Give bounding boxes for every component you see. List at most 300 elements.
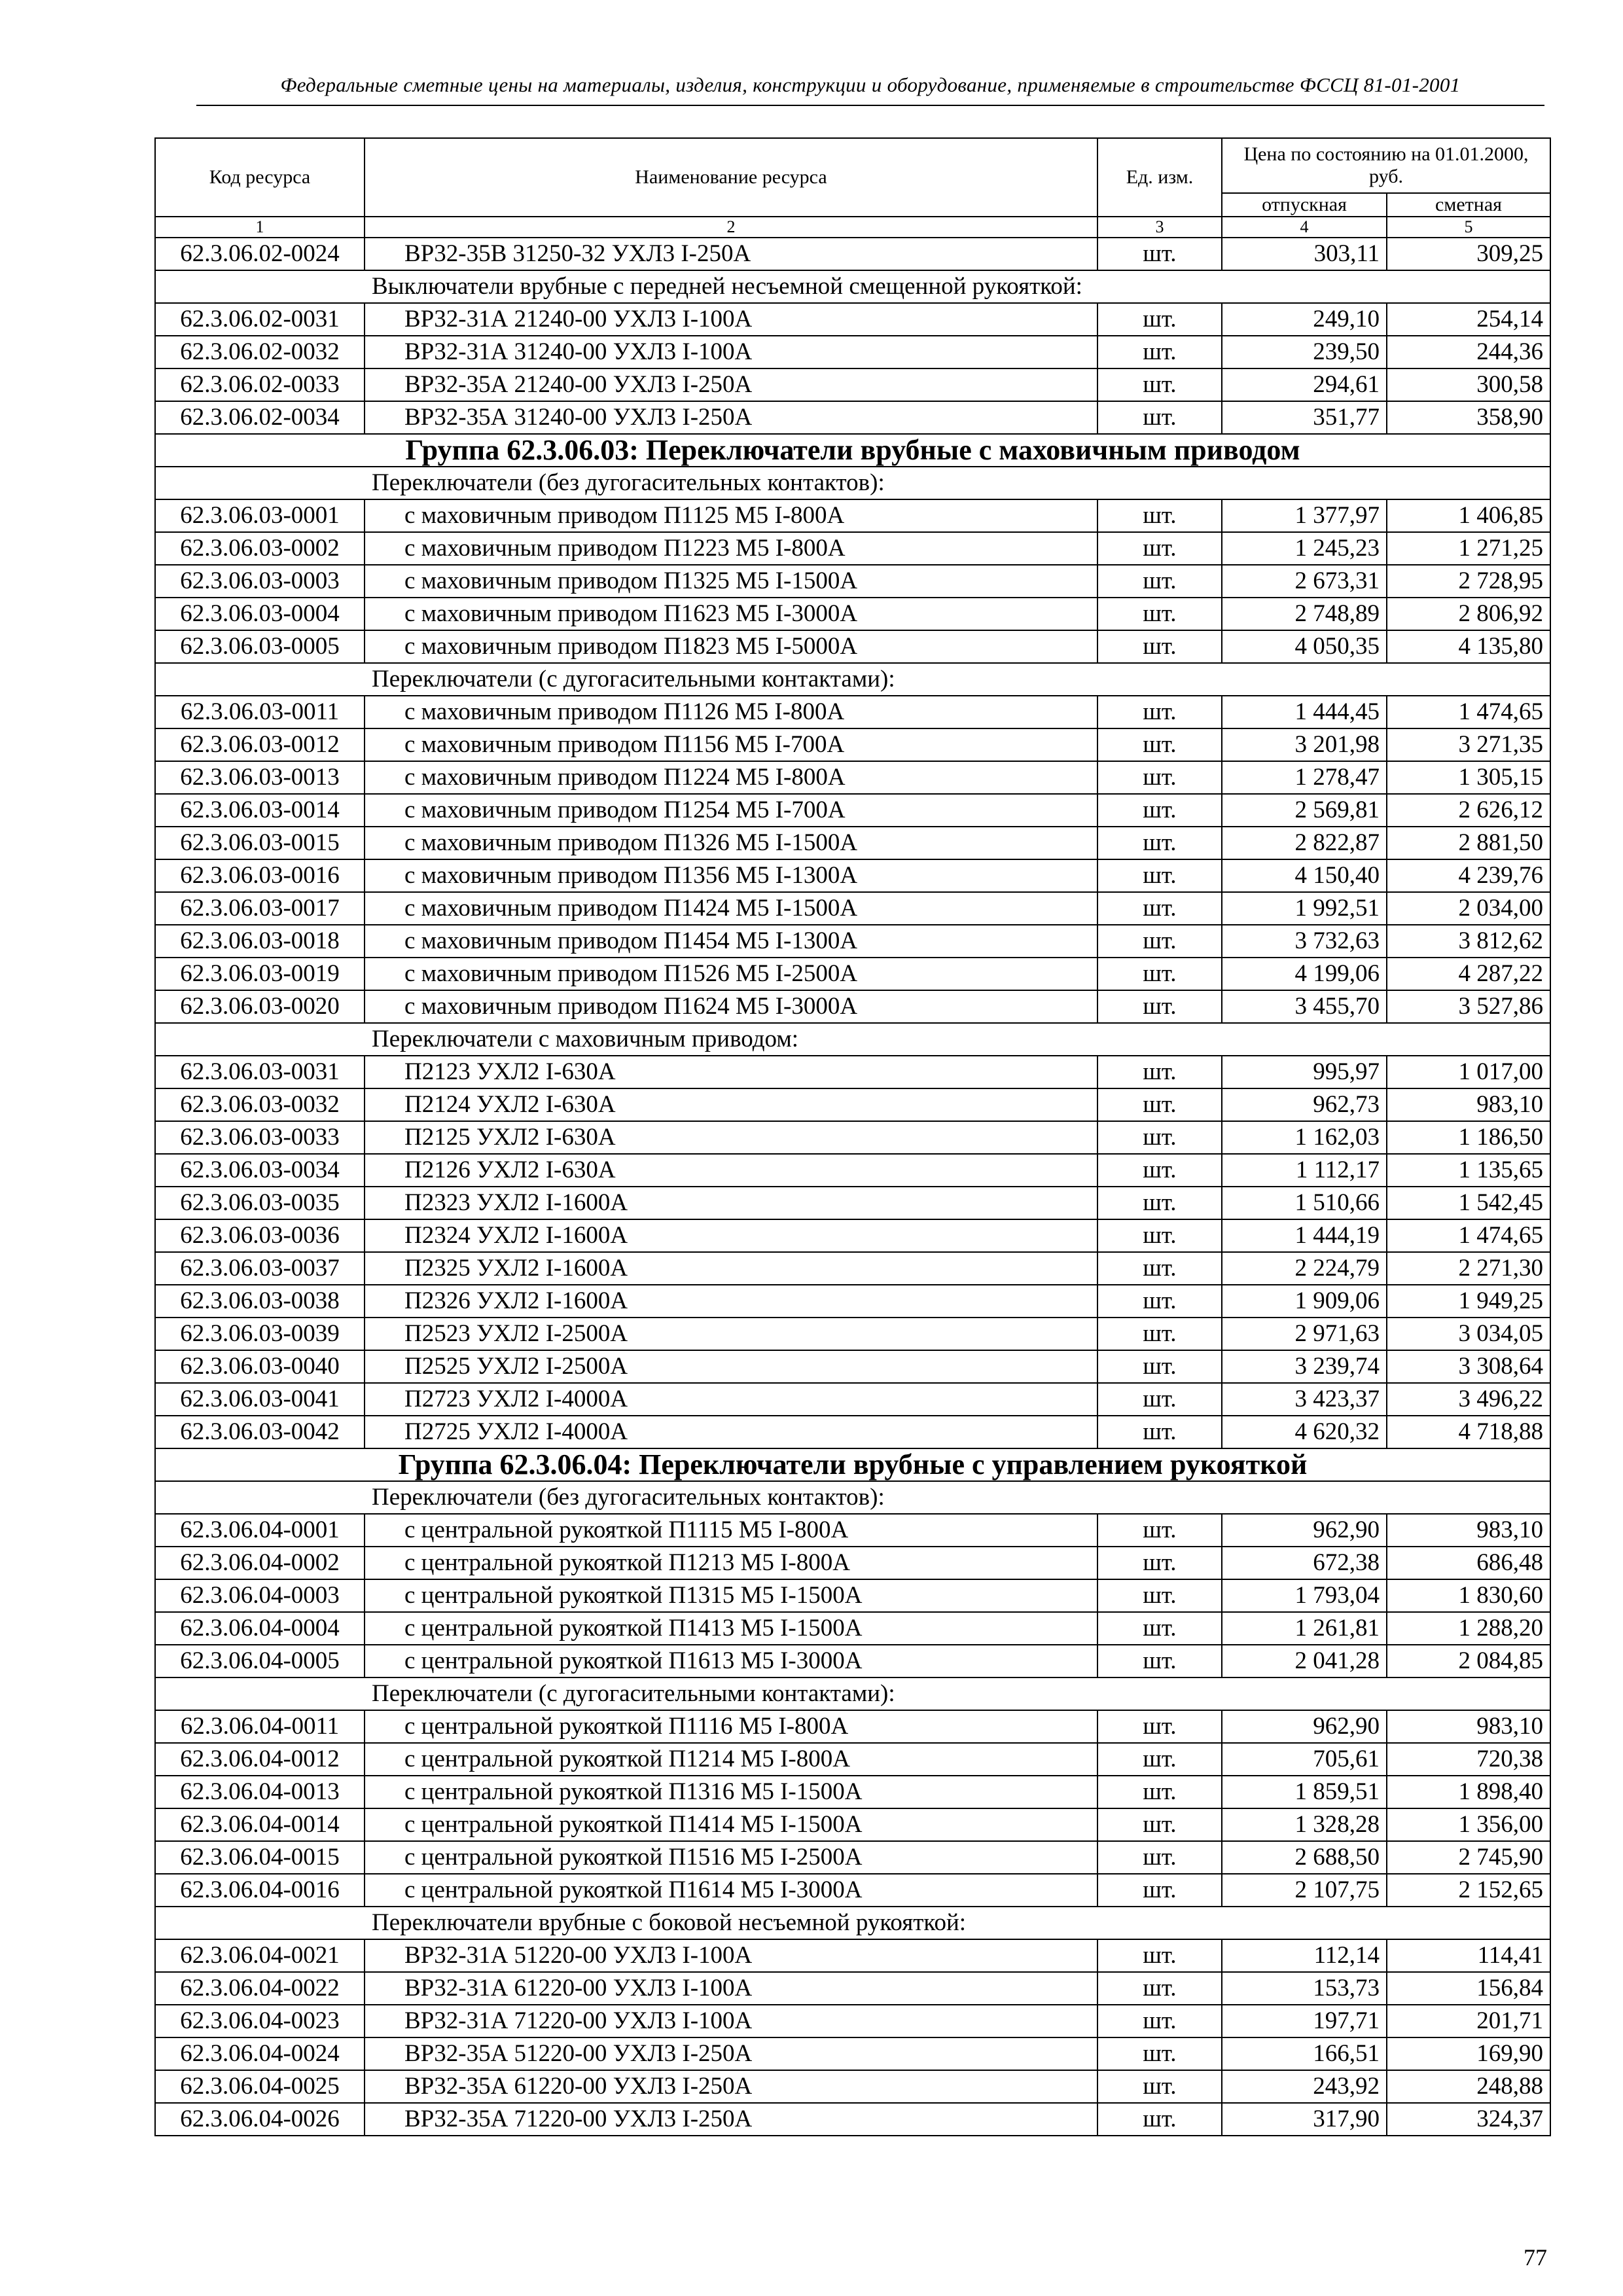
table-row	[155, 728, 1550, 761]
release-price: 3 455,70	[1222, 990, 1387, 1023]
estimate-price: 3 527,86	[1387, 990, 1550, 1023]
release-price: 3 239,74	[1222, 1350, 1387, 1383]
release-price: 962,90	[1222, 1710, 1387, 1743]
unit-cell: шт.	[1097, 1808, 1222, 1841]
resource-name: П2324 УХЛ2 I-1600А	[365, 1219, 1097, 1252]
resource-code: 62.3.06.03-0018	[155, 925, 365, 958]
resource-name: П2325 УХЛ2 I-1600А	[365, 1252, 1097, 1285]
table-row	[155, 859, 1550, 892]
unit-cell: шт.	[1097, 2103, 1222, 2136]
resource-code: 62.3.06.04-0014	[155, 1808, 365, 1841]
table-row	[155, 336, 1550, 368]
table-row	[155, 499, 1550, 532]
resource-code: 62.3.06.03-0032	[155, 1088, 365, 1121]
release-price: 1 278,47	[1222, 761, 1387, 794]
resource-name: с маховичным приводом П1125 М5 I-800А	[365, 499, 1097, 532]
unit-cell: шт.	[1097, 238, 1222, 270]
release-price: 962,73	[1222, 1088, 1387, 1121]
resource-code: 62.3.06.02-0024	[155, 238, 365, 270]
resource-code: 62.3.06.02-0031	[155, 303, 365, 336]
table-row	[155, 401, 1550, 434]
estimate-price: 2 806,92	[1387, 598, 1550, 630]
resource-name: ВР32-35А 51220-00 УХЛ3 I-250А	[365, 2037, 1097, 2070]
subheading: Переключатели (без дугогасительных контактов):	[155, 1481, 1550, 1514]
release-price: 3 423,37	[1222, 1383, 1387, 1416]
unit-cell: шт.	[1097, 1972, 1222, 2005]
release-price: 166,51	[1222, 2037, 1387, 2070]
subheading-row	[155, 1907, 1550, 1939]
estimate-price: 1 898,40	[1387, 1776, 1550, 1808]
table-row	[155, 532, 1550, 565]
estimate-price: 1 017,00	[1387, 1056, 1550, 1088]
resource-code: 62.3.06.04-0021	[155, 1939, 365, 1972]
estimate-price: 4 718,88	[1387, 1416, 1550, 1448]
release-price: 4 150,40	[1222, 859, 1387, 892]
resource-name: с маховичным приводом П1156 М5 I-700А	[365, 728, 1097, 761]
table-row	[155, 794, 1550, 827]
resource-code: 62.3.06.04-0013	[155, 1776, 365, 1808]
resource-code: 62.3.06.03-0001	[155, 499, 365, 532]
resource-code: 62.3.06.04-0025	[155, 2070, 365, 2103]
table-row	[155, 1285, 1550, 1318]
group-heading-row	[155, 434, 1550, 467]
unit-cell: шт.	[1097, 630, 1222, 663]
release-price: 317,90	[1222, 2103, 1387, 2136]
table-row	[155, 1612, 1550, 1645]
release-price: 351,77	[1222, 401, 1387, 434]
unit-cell: шт.	[1097, 1285, 1222, 1318]
table-row	[155, 2070, 1550, 2103]
release-price: 153,73	[1222, 1972, 1387, 2005]
resource-code: 62.3.06.03-0013	[155, 761, 365, 794]
estimate-price: 1 474,65	[1387, 1219, 1550, 1252]
unit-cell: шт.	[1097, 1219, 1222, 1252]
unit-cell: шт.	[1097, 1088, 1222, 1121]
price-table	[154, 137, 1551, 2136]
release-price: 197,71	[1222, 2005, 1387, 2037]
release-price: 4 050,35	[1222, 630, 1387, 663]
col-code-header: Код ресурса	[155, 138, 365, 217]
resource-name: с маховичным приводом П1356 М5 I-1300А	[365, 859, 1097, 892]
table-row	[155, 1776, 1550, 1808]
table-row	[155, 1416, 1550, 1448]
unit-cell: шт.	[1097, 1645, 1222, 1677]
unit-cell: шт.	[1097, 1874, 1222, 1907]
subheading-row	[155, 1677, 1550, 1710]
unit-cell: шт.	[1097, 1579, 1222, 1612]
resource-code: 62.3.06.04-0024	[155, 2037, 365, 2070]
resource-code: 62.3.06.03-0031	[155, 1056, 365, 1088]
table-row	[155, 1088, 1550, 1121]
resource-name: П2723 УХЛ2 I-4000А	[365, 1383, 1097, 1416]
table-row	[155, 958, 1550, 990]
resource-name: ВР32-35А 61220-00 УХЛ3 I-250А	[365, 2070, 1097, 2103]
resource-code: 62.3.06.03-0014	[155, 794, 365, 827]
resource-code: 62.3.06.03-0012	[155, 728, 365, 761]
table-row	[155, 892, 1550, 925]
estimate-price: 1 830,60	[1387, 1579, 1550, 1612]
unit-cell: шт.	[1097, 892, 1222, 925]
resource-code: 62.3.06.04-0015	[155, 1841, 365, 1874]
subheading: Переключатели (с дугогасительными контактами):	[155, 663, 1550, 696]
estimate-price: 1 542,45	[1387, 1187, 1550, 1219]
resource-name: с центральной рукояткой П1414 М5 I-1500А	[365, 1808, 1097, 1841]
table-row	[155, 630, 1550, 663]
estimate-price: 169,90	[1387, 2037, 1550, 2070]
table-row	[155, 303, 1550, 336]
group-heading-row	[155, 1448, 1550, 1481]
table-row	[155, 1056, 1550, 1088]
unit-cell: шт.	[1097, 761, 1222, 794]
col-unit-header: Ед. изм.	[1097, 138, 1222, 217]
unit-cell: шт.	[1097, 1416, 1222, 1448]
estimate-price: 4 135,80	[1387, 630, 1550, 663]
table-row	[155, 1318, 1550, 1350]
resource-code: 62.3.06.04-0023	[155, 2005, 365, 2037]
table-row	[155, 1808, 1550, 1841]
unit-cell: шт.	[1097, 1776, 1222, 1808]
release-price: 303,11	[1222, 238, 1387, 270]
estimate-price: 2 034,00	[1387, 892, 1550, 925]
release-price: 2 107,75	[1222, 1874, 1387, 1907]
resource-code: 62.3.06.04-0002	[155, 1547, 365, 1579]
resource-code: 62.3.06.03-0005	[155, 630, 365, 663]
unit-cell: шт.	[1097, 368, 1222, 401]
resource-code: 62.3.06.03-0040	[155, 1350, 365, 1383]
release-price: 2 041,28	[1222, 1645, 1387, 1677]
table-row	[155, 1187, 1550, 1219]
col-number: 4	[1222, 217, 1387, 238]
resource-name: ВР32-31А 51220-00 УХЛ3 I-100А	[365, 1939, 1097, 1972]
release-price: 1 261,81	[1222, 1612, 1387, 1645]
release-price: 4 199,06	[1222, 958, 1387, 990]
col-number: 5	[1387, 217, 1550, 238]
table-row	[155, 1219, 1550, 1252]
resource-code: 62.3.06.04-0011	[155, 1710, 365, 1743]
estimate-price: 2 745,90	[1387, 1841, 1550, 1874]
resource-code: 62.3.06.04-0016	[155, 1874, 365, 1907]
subheading: Переключатели врубные с боковой несъемной рукояткой:	[155, 1907, 1550, 1939]
estimate-price: 3 812,62	[1387, 925, 1550, 958]
resource-name: с маховичным приводом П1126 М5 I-800А	[365, 696, 1097, 728]
unit-cell: шт.	[1097, 401, 1222, 434]
unit-cell: шт.	[1097, 1743, 1222, 1776]
unit-cell: шт.	[1097, 1252, 1222, 1285]
release-price: 1 162,03	[1222, 1121, 1387, 1154]
table-row	[155, 565, 1550, 598]
estimate-price: 2 626,12	[1387, 794, 1550, 827]
resource-code: 62.3.06.04-0005	[155, 1645, 365, 1677]
unit-cell: шт.	[1097, 1383, 1222, 1416]
unit-cell: шт.	[1097, 1547, 1222, 1579]
resource-name: П2123 УХЛ2 I-630А	[365, 1056, 1097, 1088]
unit-cell: шт.	[1097, 2070, 1222, 2103]
estimate-price: 114,41	[1387, 1939, 1550, 1972]
header-rule	[196, 105, 1544, 106]
subheading: Переключатели с маховичным приводом:	[155, 1023, 1550, 1056]
resource-code: 62.3.06.03-0019	[155, 958, 365, 990]
release-price: 995,97	[1222, 1056, 1387, 1088]
estimate-price: 3 271,35	[1387, 728, 1550, 761]
resource-name: ВР32-35В 31250-32 УХЛ3 I-250А	[365, 238, 1097, 270]
resource-code: 62.3.06.03-0015	[155, 827, 365, 859]
unit-cell: шт.	[1097, 532, 1222, 565]
estimate-price: 983,10	[1387, 1088, 1550, 1121]
group-heading: Группа 62.3.06.03: Переключатели врубные с маховичным приводом	[155, 434, 1550, 467]
resource-code: 62.3.06.03-0034	[155, 1154, 365, 1187]
unit-cell: шт.	[1097, 1514, 1222, 1547]
resource-code: 62.3.06.03-0003	[155, 565, 365, 598]
unit-cell: шт.	[1097, 1056, 1222, 1088]
resource-name: с центральной рукояткой П1613 М5 I-3000А	[365, 1645, 1097, 1677]
resource-code: 62.3.06.04-0004	[155, 1612, 365, 1645]
release-price: 1 444,19	[1222, 1219, 1387, 1252]
unit-cell: шт.	[1097, 1154, 1222, 1187]
col-number: 3	[1097, 217, 1222, 238]
subheading-row	[155, 467, 1550, 499]
unit-cell: шт.	[1097, 1121, 1222, 1154]
table-row	[155, 1743, 1550, 1776]
estimate-price: 1 305,15	[1387, 761, 1550, 794]
release-price: 3 201,98	[1222, 728, 1387, 761]
release-price: 705,61	[1222, 1743, 1387, 1776]
resource-code: 62.3.06.03-0016	[155, 859, 365, 892]
resource-name: с центральной рукояткой П1213 М5 I-800А	[365, 1547, 1097, 1579]
estimate-price: 201,71	[1387, 2005, 1550, 2037]
unit-cell: шт.	[1097, 1612, 1222, 1645]
unit-cell: шт.	[1097, 794, 1222, 827]
col-price-header: Цена по состоянию на 01.01.2000, руб.	[1222, 138, 1550, 193]
release-price: 2 224,79	[1222, 1252, 1387, 1285]
estimate-price: 983,10	[1387, 1514, 1550, 1547]
resource-name: П2725 УХЛ2 I-4000А	[365, 1416, 1097, 1448]
table-row	[155, 1939, 1550, 1972]
release-price: 1 328,28	[1222, 1808, 1387, 1841]
resource-name: П2125 УХЛ2 I-630А	[365, 1121, 1097, 1154]
subheading-row	[155, 1481, 1550, 1514]
table-row	[155, 925, 1550, 958]
resource-name: П2326 УХЛ2 I-1600А	[365, 1285, 1097, 1318]
release-price: 1 992,51	[1222, 892, 1387, 925]
unit-cell: шт.	[1097, 1350, 1222, 1383]
table-row	[155, 2037, 1550, 2070]
table-row	[155, 1121, 1550, 1154]
estimate-price: 1 271,25	[1387, 532, 1550, 565]
resource-code: 62.3.06.03-0017	[155, 892, 365, 925]
resource-name: с маховичным приводом П1623 М5 I-3000А	[365, 598, 1097, 630]
resource-name: с маховичным приводом П1526 М5 I-2500А	[365, 958, 1097, 990]
subheading-row	[155, 663, 1550, 696]
estimate-price: 3 496,22	[1387, 1383, 1550, 1416]
release-price: 1 444,45	[1222, 696, 1387, 728]
table-row	[155, 696, 1550, 728]
resource-code: 62.3.06.03-0002	[155, 532, 365, 565]
subheading-row	[155, 270, 1550, 303]
estimate-price: 248,88	[1387, 2070, 1550, 2103]
resource-name: П2525 УХЛ2 I-2500А	[365, 1350, 1097, 1383]
resource-code: 62.3.06.03-0041	[155, 1383, 365, 1416]
release-price: 2 673,31	[1222, 565, 1387, 598]
unit-cell: шт.	[1097, 696, 1222, 728]
subheading: Переключатели (с дугогасительными контактами):	[155, 1677, 1550, 1710]
resource-name: с маховичным приводом П1454 М5 I-1300А	[365, 925, 1097, 958]
resource-code: 62.3.06.03-0038	[155, 1285, 365, 1318]
table-row	[155, 990, 1550, 1023]
estimate-price: 1 288,20	[1387, 1612, 1550, 1645]
resource-name: с маховичным приводом П1224 М5 I-800А	[365, 761, 1097, 794]
estimate-price: 2 152,65	[1387, 1874, 1550, 1907]
estimate-price: 686,48	[1387, 1547, 1550, 1579]
resource-code: 62.3.06.03-0035	[155, 1187, 365, 1219]
estimate-price: 2 881,50	[1387, 827, 1550, 859]
table-row	[155, 2103, 1550, 2136]
unit-cell: шт.	[1097, 598, 1222, 630]
estimate-price: 1 135,65	[1387, 1154, 1550, 1187]
estimate-price: 1 474,65	[1387, 696, 1550, 728]
unit-cell: шт.	[1097, 1710, 1222, 1743]
col-number: 2	[365, 217, 1097, 238]
resource-name: ВР32-35А 31240-00 УХЛ3 I-250А	[365, 401, 1097, 434]
release-price: 3 732,63	[1222, 925, 1387, 958]
release-price: 1 909,06	[1222, 1285, 1387, 1318]
resource-name: с маховичным приводом П1624 М5 I-3000А	[365, 990, 1097, 1023]
estimate-price: 254,14	[1387, 303, 1550, 336]
estimate-price: 244,36	[1387, 336, 1550, 368]
table-row	[155, 1547, 1550, 1579]
table-row	[155, 1972, 1550, 2005]
table-row	[155, 1383, 1550, 1416]
resource-name: П2523 УХЛ2 I-2500А	[365, 1318, 1097, 1350]
resource-code: 62.3.06.03-0020	[155, 990, 365, 1023]
resource-code: 62.3.06.04-0003	[155, 1579, 365, 1612]
table-row	[155, 1350, 1550, 1383]
estimate-price: 1 356,00	[1387, 1808, 1550, 1841]
release-price: 2 569,81	[1222, 794, 1387, 827]
release-price: 294,61	[1222, 368, 1387, 401]
release-price: 239,50	[1222, 336, 1387, 368]
table-row	[155, 598, 1550, 630]
release-price: 2 822,87	[1222, 827, 1387, 859]
unit-cell: шт.	[1097, 728, 1222, 761]
table-row	[155, 1874, 1550, 1907]
release-price: 2 688,50	[1222, 1841, 1387, 1874]
estimate-price: 1 949,25	[1387, 1285, 1550, 1318]
estimate-price: 324,37	[1387, 2103, 1550, 2136]
estimate-price: 720,38	[1387, 1743, 1550, 1776]
unit-cell: шт.	[1097, 1939, 1222, 1972]
table-row	[155, 1514, 1550, 1547]
subheading-row	[155, 1023, 1550, 1056]
resource-code: 62.3.06.04-0026	[155, 2103, 365, 2136]
estimate-price: 3 308,64	[1387, 1350, 1550, 1383]
resource-name: П2323 УХЛ2 I-1600А	[365, 1187, 1097, 1219]
unit-cell: шт.	[1097, 2005, 1222, 2037]
unit-cell: шт.	[1097, 1187, 1222, 1219]
resource-code: 62.3.06.03-0011	[155, 696, 365, 728]
release-price: 1 112,17	[1222, 1154, 1387, 1187]
unit-cell: шт.	[1097, 827, 1222, 859]
table-row	[155, 1841, 1550, 1874]
estimate-price: 358,90	[1387, 401, 1550, 434]
estimate-price: 309,25	[1387, 238, 1550, 270]
release-price: 1 510,66	[1222, 1187, 1387, 1219]
estimate-price: 1 406,85	[1387, 499, 1550, 532]
table-row	[155, 238, 1550, 270]
resource-name: с центральной рукояткой П1116 М5 I-800А	[365, 1710, 1097, 1743]
estimate-price: 3 034,05	[1387, 1318, 1550, 1350]
resource-name: с центральной рукояткой П1315 М5 I-1500А	[365, 1579, 1097, 1612]
estimate-price: 156,84	[1387, 1972, 1550, 2005]
release-price: 2 748,89	[1222, 598, 1387, 630]
resource-name: с центральной рукояткой П1413 М5 I-1500А	[365, 1612, 1097, 1645]
release-price: 4 620,32	[1222, 1416, 1387, 1448]
resource-name: с центральной рукояткой П1614 М5 I-3000А	[365, 1874, 1097, 1907]
estimate-price: 300,58	[1387, 368, 1550, 401]
col-number: 1	[155, 217, 365, 238]
estimate-price: 4 287,22	[1387, 958, 1550, 990]
table-row	[155, 1252, 1550, 1285]
release-price: 249,10	[1222, 303, 1387, 336]
table-row	[155, 1645, 1550, 1677]
table-row	[155, 2005, 1550, 2037]
subheading: Переключатели (без дугогасительных контактов):	[155, 467, 1550, 499]
resource-name: ВР32-35А 71220-00 УХЛ3 I-250А	[365, 2103, 1097, 2136]
group-heading: Группа 62.3.06.04: Переключатели врубные с управлением рукояткой	[155, 1448, 1550, 1481]
table-row	[155, 1579, 1550, 1612]
unit-cell: шт.	[1097, 303, 1222, 336]
resource-code: 62.3.06.02-0034	[155, 401, 365, 434]
resource-name: с маховичным приводом П1326 М5 I-1500А	[365, 827, 1097, 859]
resource-name: с маховичным приводом П1223 М5 I-800А	[365, 532, 1097, 565]
resource-name: с центральной рукояткой П1115 М5 I-800А	[365, 1514, 1097, 1547]
release-price: 962,90	[1222, 1514, 1387, 1547]
resource-name: с маховичным приводом П1325 М5 I-1500А	[365, 565, 1097, 598]
table-row	[155, 1710, 1550, 1743]
release-price: 672,38	[1222, 1547, 1387, 1579]
resource-code: 62.3.06.04-0001	[155, 1514, 365, 1547]
unit-cell: шт.	[1097, 499, 1222, 532]
release-price: 1 793,04	[1222, 1579, 1387, 1612]
resource-name: с центральной рукояткой П1316 М5 I-1500А	[365, 1776, 1097, 1808]
release-price: 243,92	[1222, 2070, 1387, 2103]
resource-name: ВР32-35А 21240-00 УХЛ3 I-250А	[365, 368, 1097, 401]
resource-name: ВР32-31А 61220-00 УХЛ3 I-100А	[365, 1972, 1097, 2005]
unit-cell: шт.	[1097, 958, 1222, 990]
subheading: Выключатели врубные с передней несъемной смещенной рукояткой:	[155, 270, 1550, 303]
col-name-header: Наименование ресурса	[365, 138, 1097, 217]
estimate-price: 2 271,30	[1387, 1252, 1550, 1285]
resource-name: ВР32-31А 21240-00 УХЛ3 I-100А	[365, 303, 1097, 336]
resource-code: 62.3.06.03-0036	[155, 1219, 365, 1252]
release-price: 2 971,63	[1222, 1318, 1387, 1350]
resource-code: 62.3.06.04-0012	[155, 1743, 365, 1776]
estimate-price: 1 186,50	[1387, 1121, 1550, 1154]
resource-code: 62.3.06.02-0033	[155, 368, 365, 401]
estimate-price: 2 728,95	[1387, 565, 1550, 598]
unit-cell: шт.	[1097, 336, 1222, 368]
estimate-price: 2 084,85	[1387, 1645, 1550, 1677]
table-row	[155, 761, 1550, 794]
unit-cell: шт.	[1097, 925, 1222, 958]
unit-cell: шт.	[1097, 859, 1222, 892]
resource-name: с маховичным приводом П1424 М5 I-1500А	[365, 892, 1097, 925]
resource-code: 62.3.06.02-0032	[155, 336, 365, 368]
unit-cell: шт.	[1097, 1841, 1222, 1874]
unit-cell: шт.	[1097, 1318, 1222, 1350]
unit-cell: шт.	[1097, 990, 1222, 1023]
resource-code: 62.3.06.03-0039	[155, 1318, 365, 1350]
table-row	[155, 368, 1550, 401]
